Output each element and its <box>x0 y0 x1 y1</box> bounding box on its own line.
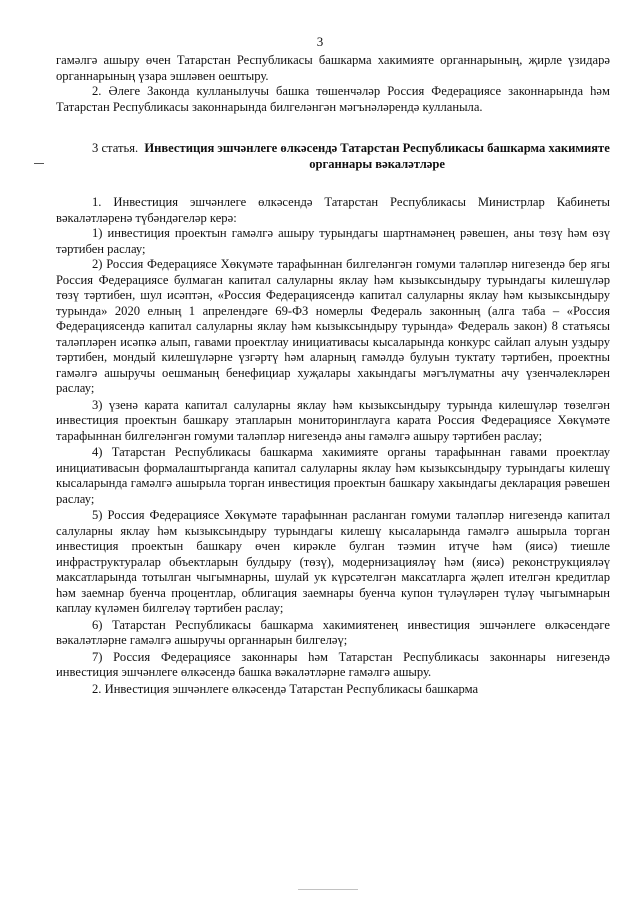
list-item: 7) Россия Федерациясе законнары һәм Татарстан Республикасы законнары нигезендә инвестиция эшчәнлеге өлкәсендә башка вәкаләтләрне гамәлгә ашыру. <box>56 649 610 679</box>
list-item: 5) Россия Федерациясе Хөкүмәте тарафыннан расланган гомуми таләпләр нигезендә капитал салуларны яклау һәм кызыксындыру турындагы килешү кысаларында гамәлгә ашырыла торган инвестиция проектын башкару өчен кирәкле булган тәэмин итүче һәм (яисә) тиешле инфраструктуралар объектларын булдыру (төзү), модернизацияләү һәм (яисә) реконструкцияләү максатларында тотылган чыгымнарны, шулай ук күрсәтелгән максатларга җәлеп ителгән кредитлар һәм заемнар буенча процентлар, облигация заемнары буенча купон түләүләрен түләү чыгымнарын каплау күләмен билгеләү тәртибен раслау; <box>56 508 610 615</box>
margin-mark <box>34 163 44 164</box>
paragraph-definitions: 2. Әлеге Законда кулланылучы башка төшенчәләр Россия Федерациясе законнарында һәм Татарстан Республикасы законнарында билгеләнгән мәгънәләрендә кулланыла. <box>56 84 610 114</box>
paragraph: 1. Инвестиция эшчәнлеге өлкәсендә Татарстан Республикасы Министрлар Кабинеты вәкаләтләренә түбәндәгеләр керә: <box>56 195 610 225</box>
article-heading <box>56 141 610 172</box>
list-item: 1) инвестиция проектын гамәлгә ашыру турындагы шартнамәнең рәвешен, аны төзү һәм өзү тәртибен раслау; <box>56 226 610 256</box>
article-title: Инвестиция эшчәнлеге өлкәсендә Татарстан Республикасы башкарма хакимияте органнары вәкаләтләре <box>144 141 610 171</box>
page-number: 3 <box>316 34 324 49</box>
paragraph-continuation: гамәлгә ашыру өчен Татарстан Республикасы башкарма хакимияте органнарының, җирле үзидарә органнарының үзара эшләвен оештыру. <box>56 53 610 83</box>
scan-artifact <box>298 889 358 890</box>
list-item: 2) Россия Федерациясе Хөкүмәте тарафыннан билгеләнгән гомуми таләпләр нигезендә бер ягы Россия Федерациясе булмаган капитал салуларны яклау һәм кызыксындыру турындагы килешүләр төзү тәртибен, шул исәптән, «Россия Федерациясендә капитал салуларны яклау һәм кызыксындыру турында» 2020 елның 1 апрелендәге 69-ФЗ номерлы Федераль законның (алга таба – «Россия Федерациясендә капитал салуларны яклау һәм кызыксындыру турында» Федераль закон) 8 статьясы таләпләрен исәпкә алып, гавами проектлау инициативасы кысаларында конкурс сайлап алуын уздыру тәртибен, мондый килешүләрне үзгәртү һәм аларның гамәлдә булуын туктату тәртибен, проектны гамәлгә ашыручы оешманың бенефициар хуҗалары хакындагы мәгълүматны ачу үзенчәлекләрен раслау; <box>56 257 610 395</box>
paragraph: 2. Инвестиция эшчәнлеге өлкәсендә Татарстан Республикасы башкарма <box>92 681 479 696</box>
article-number: 3 статья. <box>92 141 139 155</box>
document-body <box>56 53 610 697</box>
list-item: 6) Татарстан Республикасы башкарма хакимиятенең инвестиция эшчәнлеге өлкәсендәге вәкаләтләрне гамәлгә ашыручы органнарын билгеләү; <box>56 617 610 647</box>
list-item: 4) Татарстан Республикасы башкарма хакимияте органы тарафыннан гавами проектлау инициативасын формалаштырганда капитал салуларны яклау һәм кызыксындыру турындагы килешү кысаларында гамәлгә ашырыла торган инвестиция проектын башкару хакындагы декларация рәвешен раслау; <box>56 445 610 506</box>
list-item: 3) үзенә карата капитал салуларны яклау һәм кызыксындыру турында килешүләр төзелгән инвестиция проектын башкару этапларын мониторинглауга карата Россия Федерациясе Хөкүмәте тарафыннан билгеләнгән гомуми таләпләр нигезендә аны гамәлгә ашыру тәртибен раслау; <box>56 397 610 443</box>
